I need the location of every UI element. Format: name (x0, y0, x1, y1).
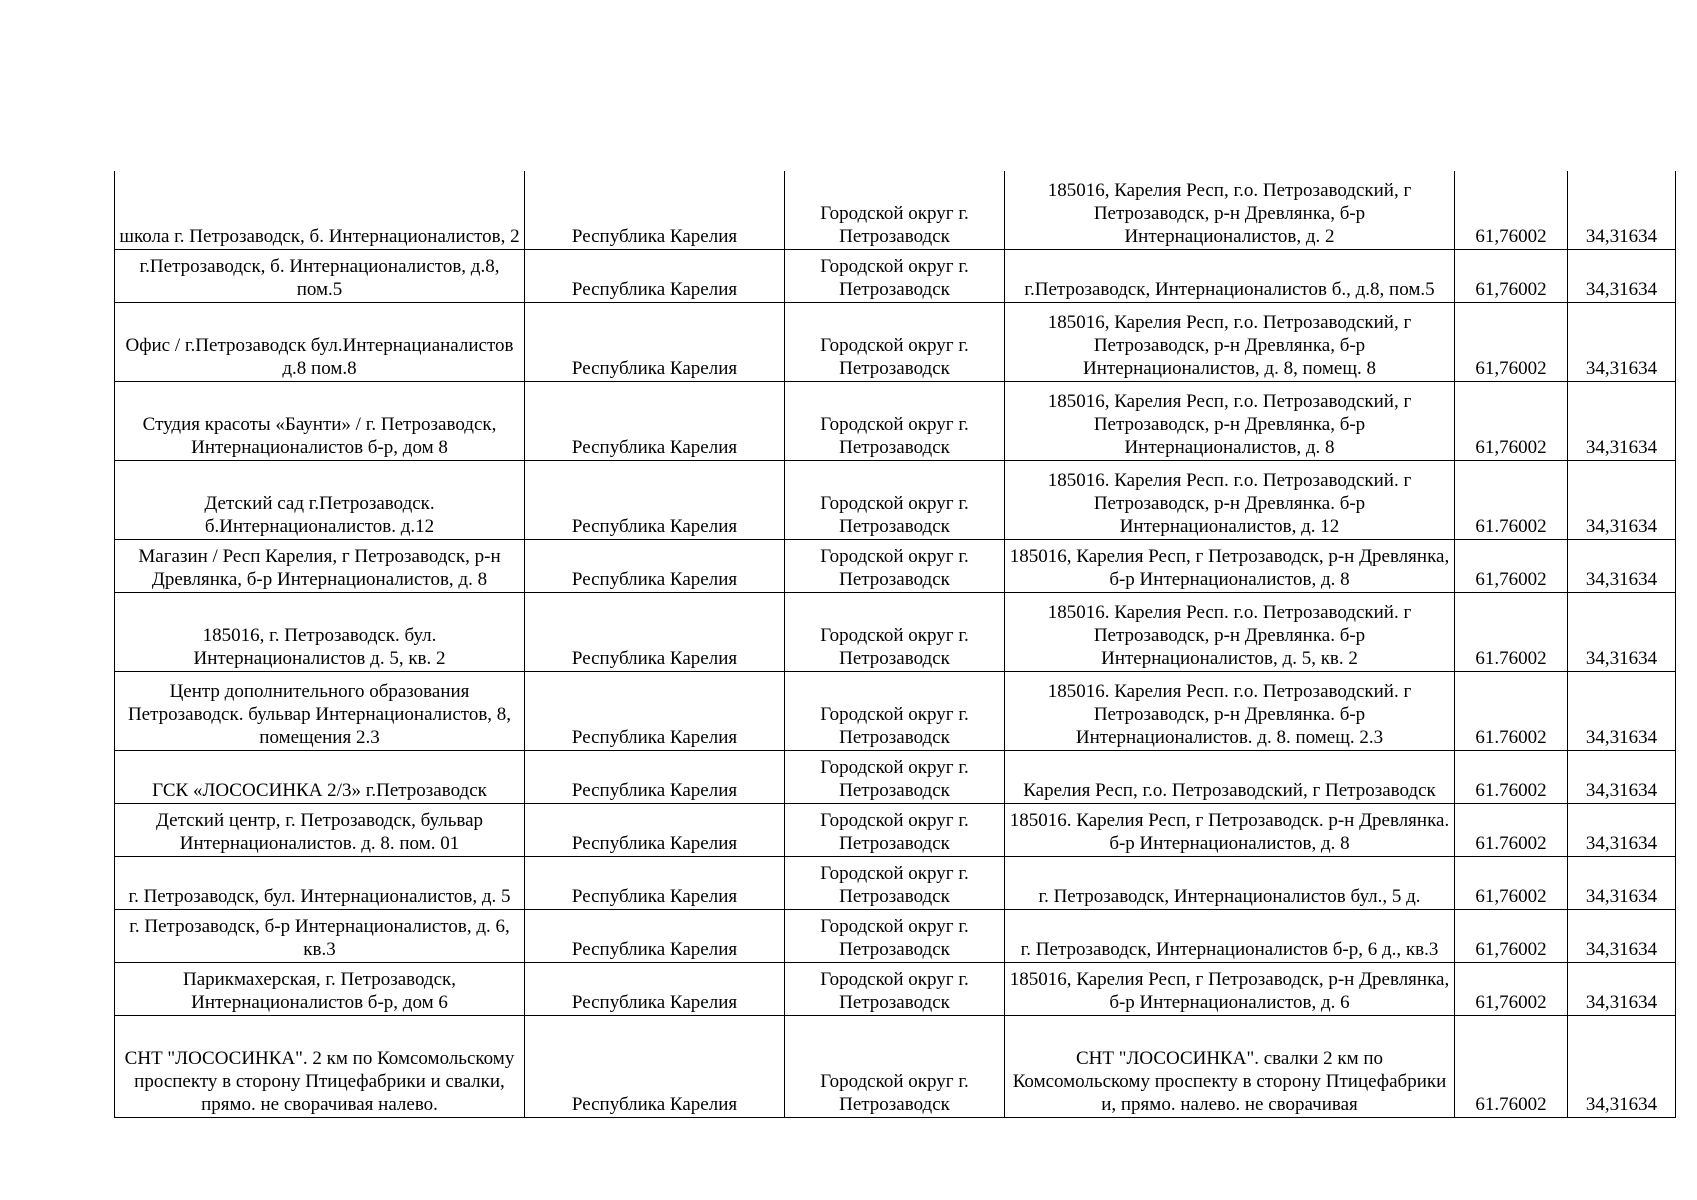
region-cell: Республика Карелия (525, 910, 785, 963)
district-cell: Городской округ г. Петрозаводск (785, 593, 1005, 672)
latitude-cell: 61.76002 (1455, 804, 1568, 857)
table-row (115, 804, 1676, 857)
district-cell: Городской округ г. Петрозаводск (785, 540, 1005, 593)
district-cell: Городской округ г. Петрозаводск (785, 910, 1005, 963)
table-row (115, 171, 1676, 250)
longitude-cell: 34,31634 (1568, 1016, 1676, 1118)
object-name-cell: СНТ "ЛОСОСИНКА". 2 км по Комсомольскому проспекту в сторону Птицефабрики и свалки, прямо. не сворачивая налево. (115, 1016, 525, 1118)
district-cell: Городской округ г. Петрозаводск (785, 857, 1005, 910)
region-cell: Республика Карелия (525, 540, 785, 593)
address-table (114, 171, 1676, 1118)
longitude-cell: 34,31634 (1568, 593, 1676, 672)
object-name-cell: ГСК «ЛОСОСИНКА 2/3» г.Петрозаводск (115, 751, 525, 804)
table-row (115, 303, 1676, 382)
longitude-cell: 34,31634 (1568, 461, 1676, 540)
latitude-cell: 61,76002 (1455, 171, 1568, 250)
address-cell: г.Петрозаводск, Интернационалистов б., д.8, пом.5 (1005, 250, 1455, 303)
longitude-cell: 34,31634 (1568, 751, 1676, 804)
latitude-cell: 61.76002 (1455, 751, 1568, 804)
region-cell: Республика Карелия (525, 751, 785, 804)
district-cell: Городской округ г. Петрозаводск (785, 963, 1005, 1016)
object-name-cell: Детский сад г.Петрозаводск. б.Интернационалистов. д.12 (115, 461, 525, 540)
longitude-cell: 34,31634 (1568, 963, 1676, 1016)
longitude-cell: 34,31634 (1568, 250, 1676, 303)
table-row (115, 910, 1676, 963)
object-name-cell: Парикмахерская, г. Петрозаводск, Интернационалистов б-р, дом 6 (115, 963, 525, 1016)
latitude-cell: 61,76002 (1455, 382, 1568, 461)
address-cell: СНТ "ЛОСОСИНКА". свалки 2 км по Комсомольскому проспекту в сторону Птицефабрики и, прямо. налево. не сворачивая (1005, 1016, 1455, 1118)
object-name-cell: Центр дополнительного образования Петрозаводск. бульвар Интернационалистов, 8, помещения 2.3 (115, 672, 525, 751)
object-name-cell: 185016, г. Петрозаводск. бул. Интернационалистов д. 5, кв. 2 (115, 593, 525, 672)
object-name-cell: школа г. Петрозаводск, б. Интернационалистов, 2 (115, 171, 525, 250)
longitude-cell: 34,31634 (1568, 804, 1676, 857)
region-cell: Республика Карелия (525, 382, 785, 461)
address-cell: 185016. Карелия Респ. г.о. Петрозаводский. г Петрозаводск, р-н Древлянка. б-р Интернационалистов, д. 12 (1005, 461, 1455, 540)
longitude-cell: 34,31634 (1568, 857, 1676, 910)
latitude-cell: 61,76002 (1455, 857, 1568, 910)
object-name-cell: г. Петрозаводск, бул. Интернационалистов, д. 5 (115, 857, 525, 910)
table-row (115, 751, 1676, 804)
region-cell: Республика Карелия (525, 593, 785, 672)
region-cell: Республика Карелия (525, 1016, 785, 1118)
object-name-cell: Детский центр, г. Петрозаводск, бульвар Интернационалистов. д. 8. пом. 01 (115, 804, 525, 857)
latitude-cell: 61.76002 (1455, 672, 1568, 751)
table-row (115, 1016, 1676, 1118)
table-row (115, 857, 1676, 910)
longitude-cell: 34,31634 (1568, 672, 1676, 751)
latitude-cell: 61.76002 (1455, 593, 1568, 672)
district-cell: Городской округ г. Петрозаводск (785, 751, 1005, 804)
longitude-cell: 34,31634 (1568, 382, 1676, 461)
district-cell: Городской округ г. Петрозаводск (785, 804, 1005, 857)
latitude-cell: 61,76002 (1455, 910, 1568, 963)
district-cell: Городской округ г. Петрозаводск (785, 303, 1005, 382)
region-cell: Республика Карелия (525, 963, 785, 1016)
table-row (115, 672, 1676, 751)
district-cell: Городской округ г. Петрозаводск (785, 461, 1005, 540)
table-row (115, 382, 1676, 461)
table-row (115, 963, 1676, 1016)
address-cell: 185016. Карелия Респ. г.о. Петрозаводский. г Петрозаводск, р-н Древлянка. б-р Интернационалистов, д. 5, кв. 2 (1005, 593, 1455, 672)
district-cell: Городской округ г. Петрозаводск (785, 171, 1005, 250)
region-cell: Республика Карелия (525, 461, 785, 540)
district-cell: Городской округ г. Петрозаводск (785, 382, 1005, 461)
table-row (115, 250, 1676, 303)
longitude-cell: 34,31634 (1568, 171, 1676, 250)
table-row (115, 461, 1676, 540)
region-cell: Республика Карелия (525, 171, 785, 250)
object-name-cell: Студия красоты «Баунти» / г. Петрозаводск, Интернационалистов б-р, дом 8 (115, 382, 525, 461)
latitude-cell: 61.76002 (1455, 461, 1568, 540)
district-cell: Городской округ г. Петрозаводск (785, 672, 1005, 751)
district-cell: Городской округ г. Петрозаводск (785, 250, 1005, 303)
latitude-cell: 61,76002 (1455, 540, 1568, 593)
address-cell: 185016, Карелия Респ, г.о. Петрозаводский, г Петрозаводск, р-н Древлянка, б-р Интернационалистов, д. 8, помещ. 8 (1005, 303, 1455, 382)
address-cell: 185016. Карелия Респ, г Петрозаводск. р-н Древлянка. б-р Интернационалистов, д. 8 (1005, 804, 1455, 857)
object-name-cell: Магазин / Респ Карелия, г Петрозаводск, р-н Древлянка, б-р Интернационалистов, д. 8 (115, 540, 525, 593)
object-name-cell: Офис / г.Петрозаводск бул.Интернацианалистов д.8 пом.8 (115, 303, 525, 382)
address-cell: 185016, Карелия Респ, г Петрозаводск, р-н Древлянка, б-р Интернационалистов, д. 6 (1005, 963, 1455, 1016)
latitude-cell: 61,76002 (1455, 963, 1568, 1016)
document-page (114, 171, 1675, 1118)
latitude-cell: 61,76002 (1455, 250, 1568, 303)
object-name-cell: г. Петрозаводск, б-р Интернационалистов, д. 6, кв.3 (115, 910, 525, 963)
address-cell: Карелия Респ, г.о. Петрозаводский, г Петрозаводск (1005, 751, 1455, 804)
latitude-cell: 61.76002 (1455, 1016, 1568, 1118)
region-cell: Республика Карелия (525, 857, 785, 910)
longitude-cell: 34,31634 (1568, 303, 1676, 382)
address-cell: 185016. Карелия Респ. г.о. Петрозаводский. г Петрозаводск, р-н Древлянка. б-р Интернационалистов. д. 8. помещ. 2.3 (1005, 672, 1455, 751)
region-cell: Республика Карелия (525, 303, 785, 382)
address-cell: 185016, Карелия Респ, г.о. Петрозаводский, г Петрозаводск, р-н Древлянка, б-р Интернационалистов, д. 2 (1005, 171, 1455, 250)
address-cell: г. Петрозаводск, Интернационалистов б-р, 6 д., кв.3 (1005, 910, 1455, 963)
table-row (115, 593, 1676, 672)
address-cell: г. Петрозаводск, Интернационалистов бул., 5 д. (1005, 857, 1455, 910)
object-name-cell: г.Петрозаводск, б. Интернационалистов, д.8, пом.5 (115, 250, 525, 303)
region-cell: Республика Карелия (525, 672, 785, 751)
table-row (115, 540, 1676, 593)
longitude-cell: 34,31634 (1568, 910, 1676, 963)
latitude-cell: 61,76002 (1455, 303, 1568, 382)
longitude-cell: 34,31634 (1568, 540, 1676, 593)
address-cell: 185016, Карелия Респ, г Петрозаводск, р-н Древлянка, б-р Интернационалистов, д. 8 (1005, 540, 1455, 593)
address-cell: 185016, Карелия Респ, г.о. Петрозаводский, г Петрозаводск, р-н Древлянка, б-р Интернационалистов, д. 8 (1005, 382, 1455, 461)
region-cell: Республика Карелия (525, 250, 785, 303)
region-cell: Республика Карелия (525, 804, 785, 857)
district-cell: Городской округ г. Петрозаводск (785, 1016, 1005, 1118)
